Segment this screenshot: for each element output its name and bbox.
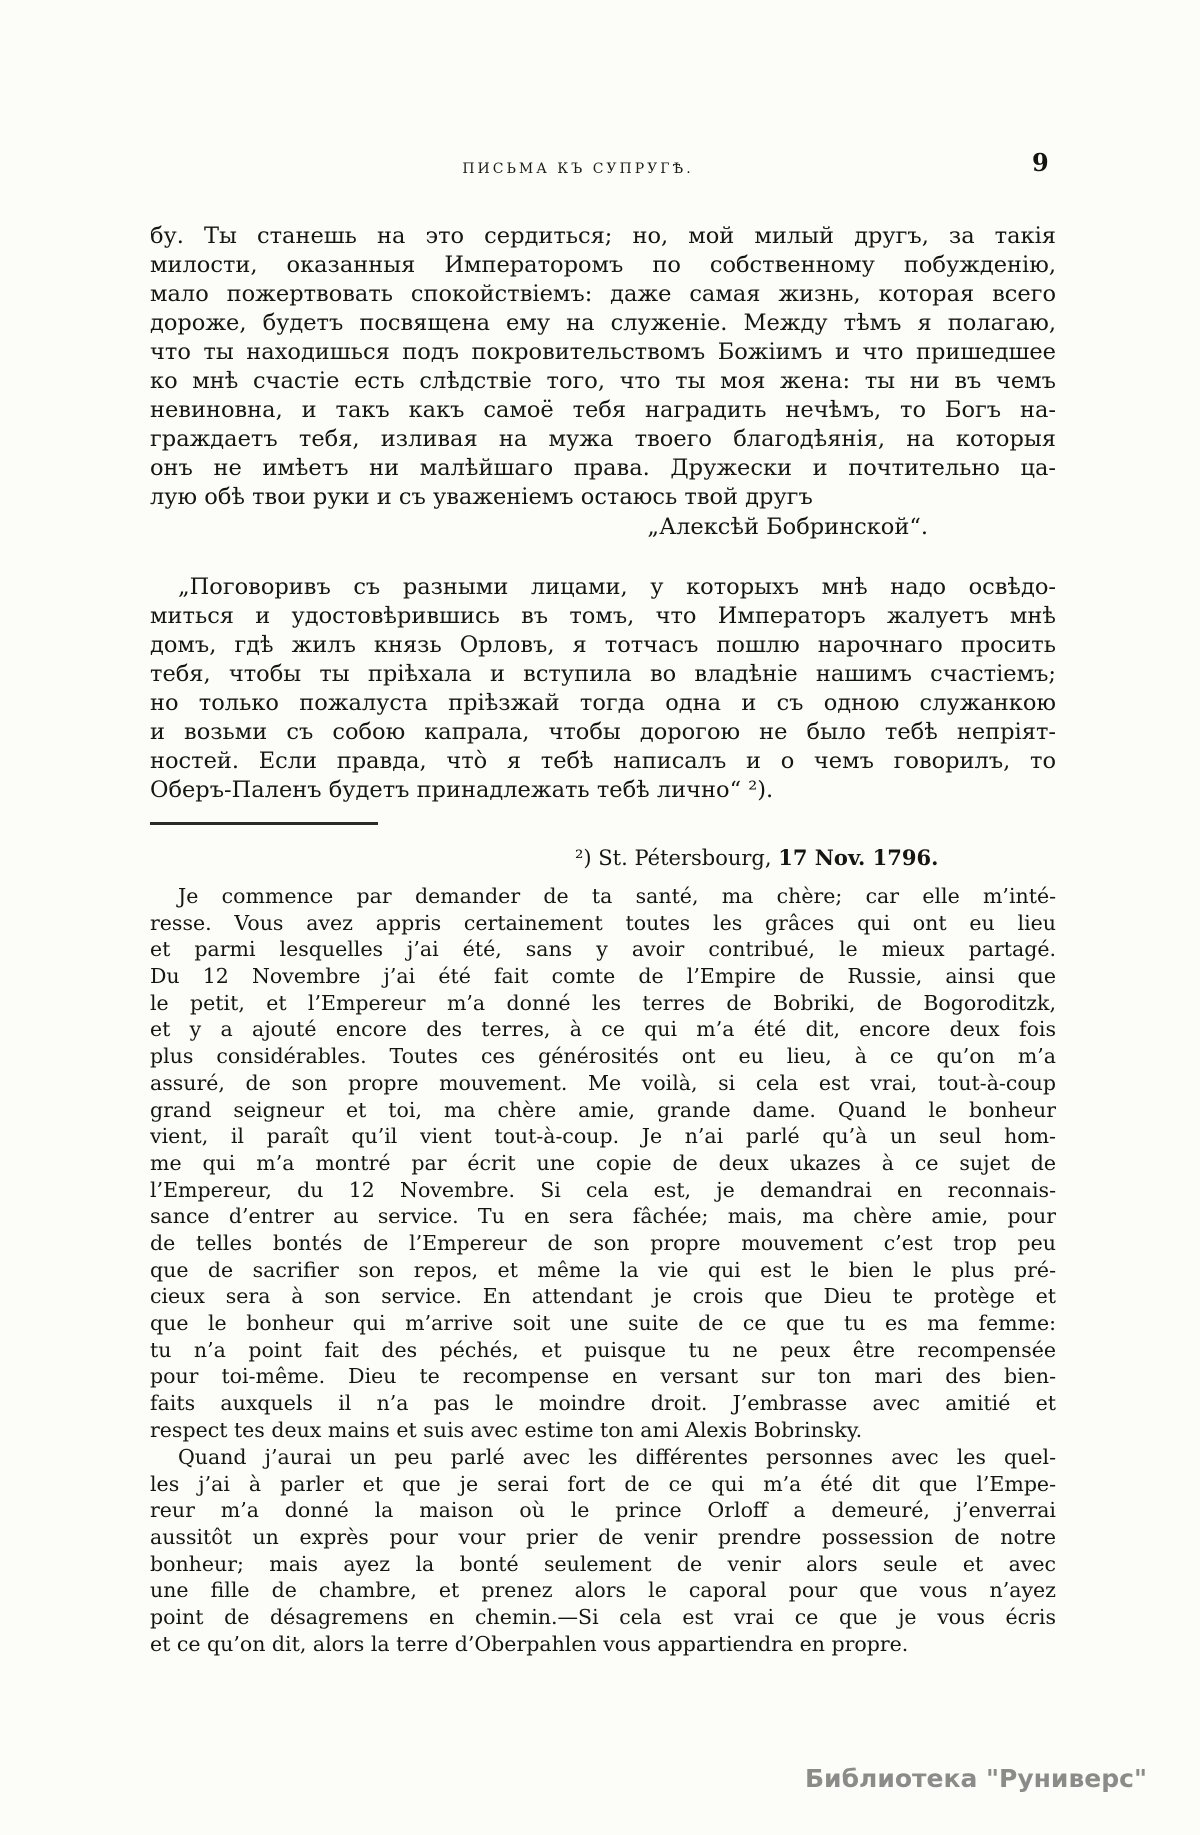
russian-paragraph-2 [150, 573, 1056, 805]
text-line: le petit, et l’Empereur m’a donné les terres de Bobriki, de Bogoroditzk, [150, 990, 1056, 1015]
text-line: me qui m’a montré par écrit une copie de deux ukazes à ce sujet de [150, 1150, 1056, 1175]
text-line: et parmi lesquelles j’ai été, sans y avoir contribué, le mieux partagé. [150, 937, 1056, 962]
text-line: и возьми съ собою капрала, чтобы дорогою не было тебѣ непріят- [150, 719, 1056, 745]
footnote-heading-place: ²) St. Pétersbourg, [575, 846, 779, 870]
text-line: милости, оказанныя Императоромъ по собственному побужденію, [150, 252, 1056, 278]
text-line: Оберъ-Паленъ будетъ принадлежать тебѣ лично“ ²). [150, 777, 774, 803]
text-line: мало пожертвовать спокойствіемъ: даже самая жизнь, которая всего [150, 281, 1056, 307]
text-line: tu n’a point fait des péchés, et puisque tu ne peux être recompensée [150, 1337, 1056, 1362]
text-line: Du 12 Novembre j’ai été fait comte de l’Empire de Russie, ainsi que [150, 964, 1056, 989]
text-line: que le bonheur qui m’arrive soit une suite de ce que tu es ma femme: [150, 1311, 1056, 1335]
text-line: миться и удостовѣрившись въ томъ, что Императоръ жалуетъ мнѣ [150, 603, 1056, 629]
text-line: resse. Vous avez appris certainement toutes les grâces qui ont eu lieu [150, 910, 1056, 935]
library-watermark: Библиотека "Руниверс" [805, 1764, 1147, 1793]
footnote-heading [575, 845, 938, 870]
text-line: онъ не имѣетъ ни малѣйшаго права. Дружески и почтительно ца- [150, 455, 1056, 481]
text-line: домъ, гдѣ жилъ князь Орловъ, я тотчасъ пошлю нарочнаго просить [150, 632, 1056, 658]
text-line: les j’ai à parler et que je serai fort de ce qui m’a été dit que l’Empe- [150, 1471, 1056, 1496]
text-line: assuré, de son propre mouvement. Me voilà, si cela est vrai, tout-à-coup [150, 1070, 1056, 1095]
text-line: лую обѣ твои руки и съ уваженіемъ остаюсь твой другъ [150, 484, 813, 510]
letter-signature: „Алексѣй Бобринской“. [647, 514, 928, 540]
text-line: grand seigneur et toi, ma chère amie, grande dame. Quand le bonheur [150, 1097, 1056, 1122]
text-line: respect tes deux mains et suis avec estime ton ami Alexis Bobrinsky. [150, 1417, 863, 1442]
text-line: et ce qu’on dit, alors la terre d’Oberpahlen vous appartiendra en propre. [150, 1631, 909, 1656]
text-line: ко мнѣ счастіе есть слѣдствіе того, что ты моя жена: ты ни въ чемъ [150, 368, 1056, 394]
text-line: дороже, будетъ посвящена ему на служеніе. Между тѣмъ я полагаю, [150, 310, 1056, 336]
page-number: 9 [1032, 148, 1049, 177]
russian-paragraph-1 [150, 222, 1056, 512]
text-line: reur m’a donné la maison où le prince Orloff a demeuré, j’enverrai [150, 1498, 1056, 1523]
text-line: бу. Ты станешь на это сердиться; но, мой милый другъ, за такія [150, 223, 1056, 249]
text-line: Quand j’aurai un peu parlé avec les différentes personnes avec les quel- [178, 1445, 1056, 1469]
footnote-separator-rule [150, 822, 378, 825]
text-line: что ты находишься подъ покровительствомъ Божіимъ и что пришедшее [150, 339, 1056, 365]
text-line: que de sacrifier son repos, et même la vie qui est le bien le plus pré- [150, 1257, 1056, 1282]
text-line: ностей. Если правда, что̀ я тебѣ написалъ и о чемъ говорилъ, то [150, 748, 1056, 774]
text-line: faits auxquels il n’a pas le moindre droit. J’embrasse avec amitié et [150, 1391, 1056, 1416]
french-paragraph-2 [150, 1444, 1056, 1658]
text-line: невиновна, и такъ какъ самоё тебя наградить нечѣмъ, то Богъ на- [150, 397, 1056, 423]
text-line: тебя, чтобы ты пріѣхала и вступила во владѣніе нашимъ счастіемъ; [150, 661, 1056, 687]
text-line: et y a ajouté encore des terres, à ce qui m’a été dit, encore deux fois [150, 1017, 1056, 1042]
text-line: une fille de chambre, et prenez alors le caporal pour que vous n’ayez [150, 1578, 1056, 1603]
text-line: vient, il paraît qu’il vient tout-à-coup. Je n’ai parlé qu’à un seul hom- [150, 1124, 1056, 1149]
text-line: граждаетъ тебя, изливая на мужа твоего благодѣянія, на которыя [150, 426, 1056, 452]
text-line: plus considérables. Toutes ces générosités ont eu lieu, à ce qu’on m’a [150, 1044, 1056, 1069]
text-line: sance d’entrer au service. Tu en sera fâchée; mais, ma chère amie, pour [150, 1204, 1056, 1229]
text-line: но только пожалуста пріѣзжай тогда одна и съ одною служанкою [150, 690, 1056, 716]
text-line: bonheur; mais ayez la bonté seulement de venir alors seule et avec [150, 1551, 1056, 1576]
text-line: Je commence par demander de ta santé, ma chère; car elle m’inté- [178, 884, 1056, 908]
text-line: point de désagremens en chemin.—Si cela est vrai ce que je vous écris [150, 1605, 1056, 1630]
text-line: aussitôt un exprès pour vour prier de venir prendre possession de notre [150, 1525, 1056, 1550]
text-line: pour toi-même. Dieu te recompense en versant sur ton mari des bien- [150, 1364, 1056, 1389]
text-line: „Поговоривъ съ разными лицами, у которыхъ мнѣ надо освѣдо- [178, 574, 1056, 600]
text-line: de telles bontés de l’Empereur de son propre mouvement c’est trop peu [150, 1230, 1056, 1255]
running-head-title: ПИСЬМА КЪ СУПРУГѢ. [462, 161, 694, 177]
text-line: l’Empereur, du 12 Novembre. Si cela est, je demandrai en reconnais- [150, 1177, 1056, 1202]
french-paragraph-1 [150, 883, 1056, 1443]
footnote-heading-date: 17 Nov. 1796. [778, 845, 939, 870]
text-line: cieux sera à son service. En attendant je crois que Dieu te protège et [150, 1284, 1056, 1309]
